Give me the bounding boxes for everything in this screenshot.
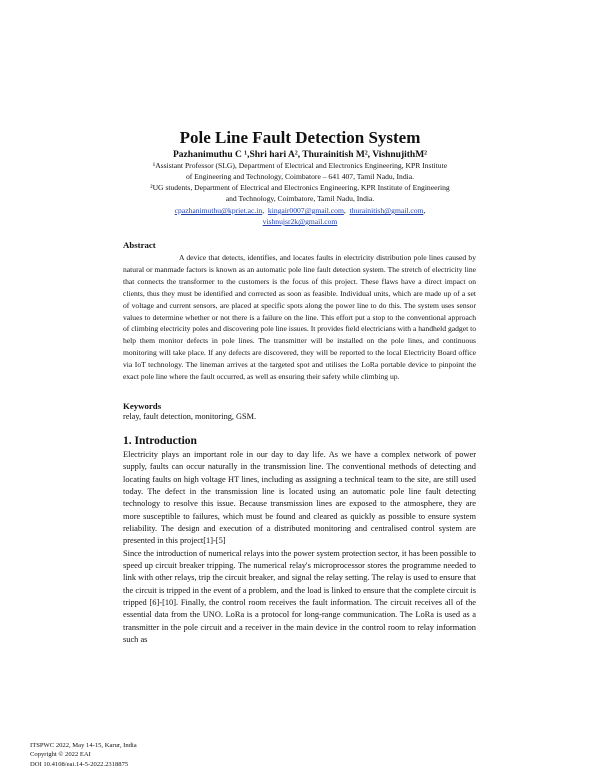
email-link[interactable]: cpazhanimuthu@kpriet.ac.in (174, 206, 263, 215)
email-link[interactable]: kingair0007@gmail.com (267, 206, 344, 215)
abstract-text: A device that detects, identifies, and locates faults in electricity distribution pole lines caused by natural or manmade factors is known as an automatic pole line fault detection system. The stretch of electricity line that connects the transformer to the customers is the focus of this project. These flaws have a direct impact on clients, thus they must be identified and corrected as soon as feasible. Individual units, which are made up of a set of voltage and current sensors, are placed at specific spots along the power line to do this. The system uses sensor values to determine whether or not there is a failure on the line. This effort put a stop to the conventional approach of climbing electricity poles and discovering pole line issues. It provides field electricians with a handheld gadget to help them monitor defects in pole lines. The transmitter will be installed on the pole lines, and continuous monitoring will take place. If any defects are discovered, they will be reported to the local Electricity Board office via IoT technology. The lineman arrives at the targeted spot and utilises the LoRa portable device to pinpoint the exact pole line where the fault occurred, as well as ensuring their safety while climbing up. (123, 253, 477, 382)
keywords-text: relay, fault detection, monitoring, GSM. (123, 412, 257, 421)
email-link[interactable]: vishnujsr2k@gmail.com (262, 217, 338, 226)
introduction-body (123, 449, 476, 647)
footer-copyright: Copyright © 2022 EAI (30, 751, 91, 759)
author-emails: cpazhanimuthu@kpriet.ac.in, kingair0007@gmail.com, thurainitish@gmail.com, vishnujsr2k@gmail.com (174, 206, 426, 226)
section-heading: 1. Introduction (123, 435, 197, 447)
keywords-heading: Keywords (123, 401, 162, 411)
affiliation-2: ²UG students, Department of Electrical and Electronics Engineering, KPR Institute of Engineering and Technology, Coimbatore, Tamil Nadu, India. (150, 183, 450, 203)
abstract-heading: Abstract (123, 240, 156, 250)
page-footer (30, 741, 137, 769)
email-link[interactable]: thurainitish@gmail.com (349, 206, 424, 215)
paper-title: Pole Line Fault Detection System (179, 128, 421, 147)
intro-paragraph: Electricity plays an important role in our day to day life. As we have a complex network of power supply, faults can occur naturally in the transmission line. The conventional methods of detecting and locating faults on high voltage HT lines, including as assigning a technical team to the site, are still used today. The defect in the transmission line is located using an automatic pole line fault detecting technology to resolve this issue. Because transmission lines are exposed to the atmosphere, they are more susceptible to failures, which must be found and cleared as quickly as possible to ensure system reliability. The design and execution of a distributed monitoring and centralised control system are presented in this project[1]-[5] (123, 450, 476, 546)
footer-doi: DOI 10.4108/eai.14-5-2022.2318875 (30, 760, 129, 768)
footer-conference: ITSPWC 2022, May 14-15, Karur, India (30, 742, 137, 749)
intro-paragraph: Since the introduction of numerical relays into the power system protection sector, it has been possible to speed up circuit breaker tripping. The numerical relay's microprocessor stores the programme needed to link with other relays, trip the circuit breaker, and signal the relay setting. The relay is used to ensure that the circuit is tripped in the event of a problem, and the load is linked to ensure that the complete circuit is tripped [6]-[10]. Finally, the control room receives the fault information. The circuit receives all of the essential data from the UNO. LoRa is a protocol for long-range communication. The LoRa is used as a transmitter in the pole circuit and a receiver in the main device in the control room to relay information such as (123, 548, 476, 645)
author-list: Pazhanimuthu C ¹,Shri hari A², Thurainitish M², VishnujithM² (172, 150, 428, 160)
affiliation-1: ¹Assistant Professor (SLG), Department of Electrical and Electronics Engineering, KPR Institute of Engineering and Technology, Coimbatore – 641 407, Tamil Nadu, India. (152, 161, 448, 181)
